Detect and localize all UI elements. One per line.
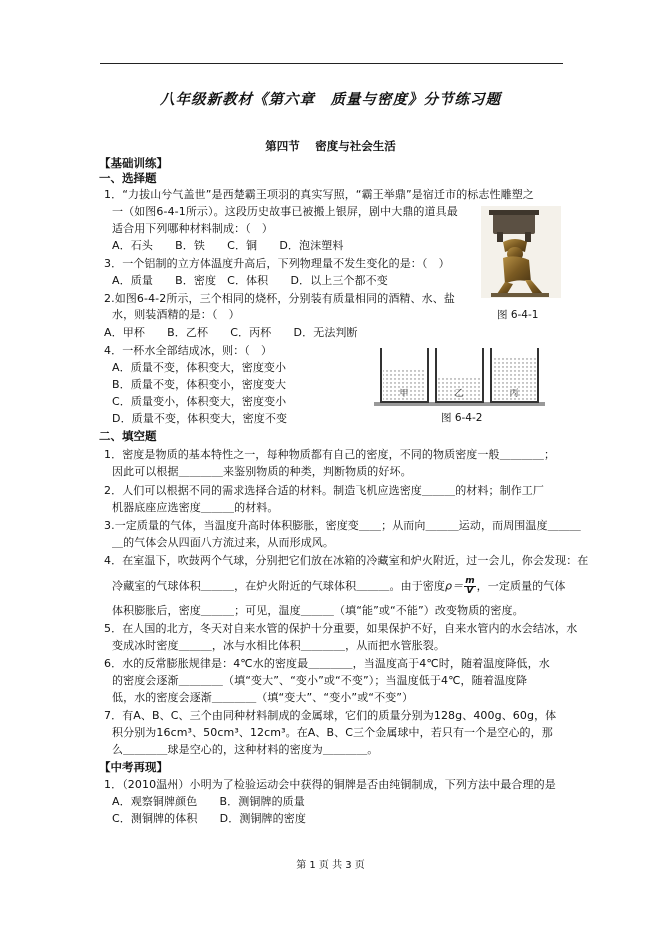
q1-line-2: 一（如图6-4-1所示）。这段历史故事已被搬上银屏，剧中大鼎的道具最 — [112, 205, 458, 218]
f7-line-3: 么＿＿＿＿球是空心的，这种材料的密度为＿＿＿＿。 — [112, 743, 379, 756]
f1-line-1: 1．密度是物质的基本特性之一，每种物质都有自己的密度，不同的物质密度一般＿＿＿＿； — [104, 448, 556, 461]
q4-stem: 4．一杯水全部结成冰，则：（ ） — [104, 344, 273, 357]
fraction-numerator: m — [465, 576, 475, 586]
q1-options: A．石头 B．铁 C．铜 D．泡沫塑料 — [112, 239, 344, 252]
q3-options: A．质量 B．密度 C．体积 D．以上三个都不变 — [112, 274, 388, 287]
q4-option-d: D．质量不变，体积变大，密度不变 — [112, 412, 288, 425]
beaker-label-bing: 丙 — [509, 389, 519, 399]
q3-line-1: 3．一个铝制的立方体温度升高后，下列物理量不发生变化的是：（ ） — [104, 257, 450, 270]
q4-option-c: C．质量变小，体积变大，密度变小 — [112, 395, 287, 408]
f7-line-1: 7．有A、B、C、三个由同种材料制成的金属球，它们的质量分别为128g、400g、60g，体 — [104, 709, 557, 722]
f6-line-1: 6．水的反常膨胀规律是：4℃水的密度最＿＿＿＿，当温度高于4℃时，随着温度降低，水 — [104, 657, 550, 670]
q1-line-3: 适合用下列哪种材料制成：（ ） — [112, 222, 273, 235]
density-symbol: ρ＝ — [445, 579, 464, 593]
e1-options-ab: A．观察铜牌颜色 B．测铜牌的质量 — [112, 795, 305, 808]
e1-stem: 1．（2010温州）小明为了检验运动会中获得的铜牌是否由纯铜制成，下列方法中最合理的是 — [104, 778, 556, 791]
f4-line-3: 体积膨胀后，密度＿＿＿；可见，温度＿＿＿（填“能”或“不能”）改变物质的密度。 — [112, 604, 524, 617]
document-title: 八年级新教材《第六章 质量与密度》分节练习题 — [160, 91, 501, 108]
f4-line-2 — [112, 577, 565, 596]
choice-heading: 一、选择题 — [99, 171, 157, 185]
density-fraction — [464, 577, 475, 596]
q2-options: A．甲杯 B．乙杯 C．丙杯 D．无法判断 — [104, 326, 358, 339]
q1-line-1: 1．“力拔山兮气盖世”是西楚霸王项羽的真实写照，“霸王举鼎”是宿迁市的标志性雕塑之 — [104, 188, 534, 201]
header-rule — [100, 63, 563, 64]
beaker-label-jia: 甲 — [399, 389, 409, 399]
basic-training-heading: 【基础训练】 — [99, 156, 168, 170]
q2-line-2: 水，则装酒精的是：（ ） — [112, 308, 240, 321]
page-footer: 第 1 页 共 3 页 — [296, 860, 365, 871]
f2-line-2: 机器底座应选密度＿＿＿的材料。 — [112, 501, 279, 514]
q2-line-1: 2.如图6-4-2所示，三个相同的烧杯，分别装有质量相同的酒精、水、盐 — [104, 292, 455, 305]
figure-6-4-1-caption: 图 6-4-1 — [497, 309, 539, 321]
f7-line-2: 积分别为16cm³、50cm³、12cm³。在A、B、C三个金属球中，若只有一个是空心的，那 — [112, 726, 553, 739]
q4-option-a: A．质量不变，体积变大，密度变小 — [112, 361, 287, 374]
f5-line-2: 变成冰时密度＿＿＿，冰与水相比体积＿＿＿＿，从而把水管胀裂。 — [112, 639, 445, 652]
f4-line-2-start: 冷藏室的气球体积＿＿＿，在炉火附近的气球体积＿＿＿。由于密度 — [112, 579, 445, 593]
f6-line-2: 的密度会逐渐＿＿＿＿（填“变大”、“变小”或“不变”）；当温度低于4℃，随着温度降 — [112, 674, 528, 687]
q4-option-b: B．质量不变，体积变小，密度变大 — [112, 378, 287, 391]
figure-6-4-2-caption: 图 6-4-2 — [441, 412, 483, 424]
f3-line-2: ＿的气体会从四面八方流过来，从而形成风。 — [112, 536, 334, 549]
f4-line-2-end: ，一定质量的气体 — [476, 579, 566, 593]
f4-line-1: 4．在室温下，吹鼓两个气球，分别把它们放在冰箱的冷藏室和炉火附近，过一会儿，你会发现：在 — [104, 554, 589, 567]
beaker-label-yi: 乙 — [454, 389, 464, 399]
f3-line-1: 3.一定质量的气体，当温度升高时体积膨胀，密度变＿＿；从而向＿＿＿运动，而周围温度＿＿＿ — [104, 519, 581, 532]
f5-line-1: 5．在人国的北方，冬天对自来水管的保护十分重要，如果保护不好，自来水管内的水会结冰，水 — [104, 622, 578, 635]
exam-heading: 【中考再现】 — [99, 760, 168, 774]
fraction-denominator: V — [466, 586, 474, 596]
f2-line-1: 2．人们可以根据不同的需求选择合适的材料。制造飞机应选密度＿＿＿的材料；制作工厂 — [104, 484, 544, 497]
three-beakers-icon — [374, 342, 545, 410]
figure-6-4-1 — [481, 206, 561, 298]
e1-options-cd: C．测铜牌的体积 D．测铜牌的密度 — [112, 812, 306, 825]
section-subtitle: 第四节 密度与社会生活 — [265, 139, 396, 153]
f6-line-3: 低，水的密度会逐渐＿＿＿＿（填“变大”、“变小”或“不变”） — [112, 691, 414, 704]
figure-6-4-2 — [374, 342, 545, 410]
weightlifter-statue-icon — [481, 206, 561, 298]
f1-line-2: 因此可以根据＿＿＿＿来鉴别物质的种类，判断物质的好坏。 — [112, 465, 412, 478]
fill-heading: 二、填空题 — [99, 429, 157, 443]
